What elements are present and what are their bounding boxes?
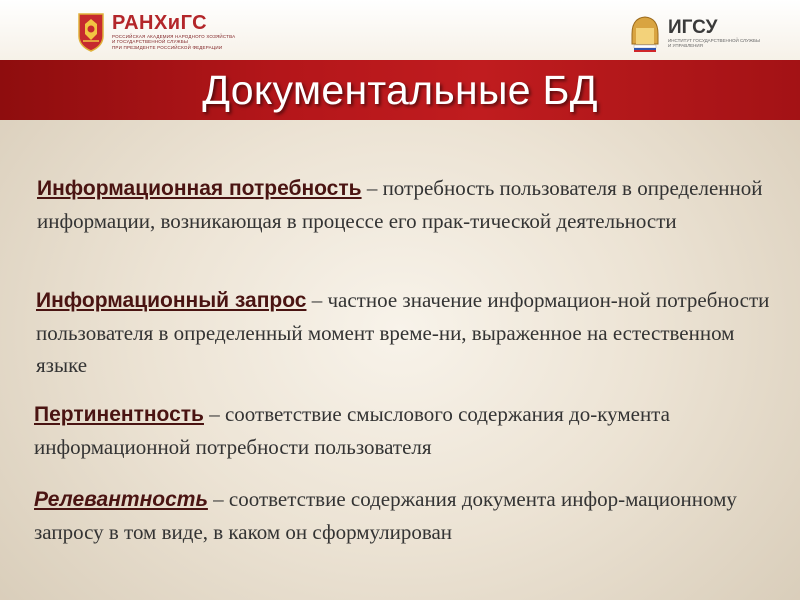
definition-text: – соответствие содержания документа инфор-мационному запросу в том виде, в каком он сформулирован [34,487,737,544]
ranepa-crest-icon [76,10,106,52]
definition-term: Пертинентность [34,403,204,426]
definition-text: – соответствие смыслового содержания до-кумента информационной потребности пользователя [34,402,670,459]
definition-paragraph [37,172,767,237]
igsu-logo [628,12,768,54]
igsu-logo-name: ИГСУ [668,16,718,38]
definition-paragraph [34,398,769,463]
ranepa-logo-subtitle: ПРИ ПРЕЗИДЕНТЕ РОССИЙСКОЙ ФЕДЕРАЦИИ [112,44,223,50]
definition-text: – потребность пользователя в определенной информации, возникающая в процессе его прак-тической деятельности [37,176,763,233]
definition-text: – частное значение информацион-ной потребности пользователя в определенный момент време-ни, выраженное на естественном языке [36,288,770,377]
definition-term: Информационная потребность [37,177,362,200]
ranepa-logo-subtitle: РОССИЙСКАЯ АКАДЕМИЯ НАРОДНОГО ХОЗЯЙСТВА [112,33,236,39]
definition-paragraph [36,284,771,381]
igsu-logo-subtitle: ИНСТИТУТ ГОСУДАРСТВЕННОЙ СЛУЖБЫ [668,37,760,43]
definition-term: Информационный запрос [36,289,307,312]
ranepa-logo-subtitle: И ГОСУДАРСТВЕННОЙ СЛУЖБЫ [112,39,189,45]
igsu-logo-subtitle: И УПРАВЛЕНИЯ [668,43,703,48]
definition-paragraph [34,483,769,548]
page-title: Документальные БД [202,67,598,113]
igsu-emblem-icon [628,14,662,52]
ranepa-logo [76,8,236,54]
title-band [0,60,800,120]
header-bar [0,0,800,60]
ranepa-logo-name: РАНХиГС [112,11,208,34]
definition-term: Релевантность [34,488,208,511]
